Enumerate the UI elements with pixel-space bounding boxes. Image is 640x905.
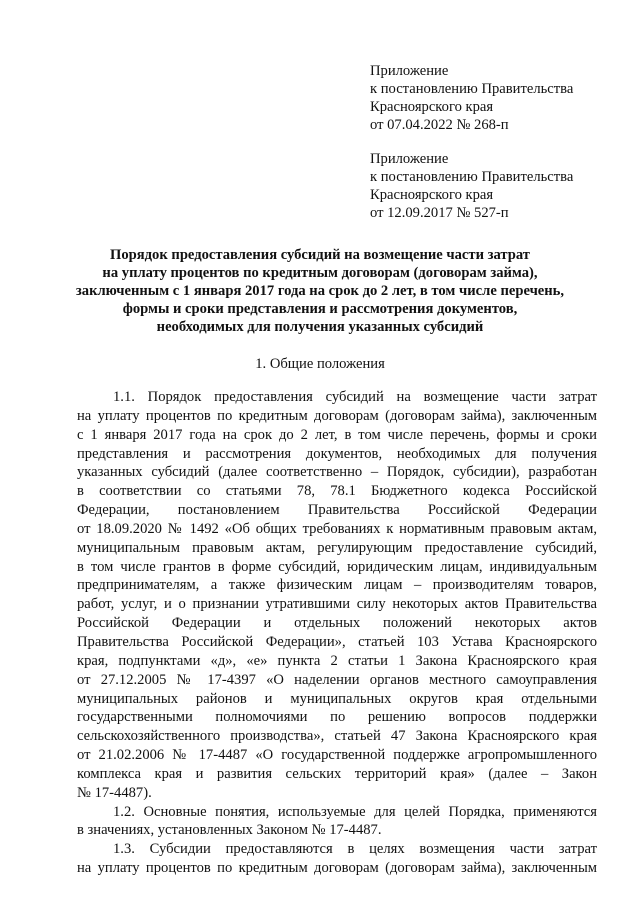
body-line: муниципальных районов и муниципальных округов края отдельными [77, 690, 597, 707]
body-line: государственными полномочиями по решению вопросов поддержки [77, 709, 597, 726]
title-line-1: Порядок предоставления субсидий на возмещение части затрат [110, 247, 530, 263]
body-line: № 17-4487). [77, 784, 152, 801]
appendix-2-line-1: Приложение [370, 151, 449, 167]
body-line: муниципальным правовым актам, регулирующим предоставление субсидий, [77, 539, 597, 556]
appendix-2-line-2: к постановлению Правительства [370, 169, 574, 185]
body-line: Федерации, постановлением Правительства Российской Федерации [77, 502, 597, 519]
body-line: в соответствии со статьями 78, 78.1 Бюджетного кодекса Российской [77, 483, 597, 500]
section-heading: 1. Общие положения [255, 356, 385, 372]
body-line: на уплату процентов по кредитным договорам (договорам займа), заключенным [77, 860, 597, 877]
appendix-2-line-4: от 12.09.2017 № 527-п [370, 205, 509, 221]
body-line: указанных субсидий (далее соответственно – Порядок, субсидии), разработан [77, 464, 597, 481]
body-line: Российской Федерации и отдельных положений некоторых актов [77, 615, 597, 632]
body-line: на уплату процентов по кредитным договорам (договорам займа), заключенным [77, 407, 597, 424]
body-line: Правительства Российской Федерации», статьей 103 Устава Красноярского [77, 633, 597, 650]
body-line: сельскохозяйственного производства», статьей 47 Закона Красноярского края [77, 728, 597, 745]
body-line: от 21.02.2006 № 17-4487 «О государственной поддержке агропромышленного [77, 747, 597, 764]
title-line-2: на уплату процентов по кредитным договорам (договорам займа), [102, 265, 538, 281]
body-line: в значениях, установленных Законом № 17-4487. [77, 822, 382, 839]
body-line: 1.3. Субсидии предоставляются в целях возмещения части затрат [113, 841, 597, 858]
title-line-5: необходимых для получения указанных субсидий [156, 319, 484, 335]
document-title [40, 246, 600, 336]
body-line: 1.2. Основные понятия, используемые для целей Порядка, применяются [113, 803, 597, 820]
appendix-1-line-4: от 07.04.2022 № 268-п [370, 117, 509, 133]
body-line: 1.1. Порядок предоставления субсидий на возмещение части затрат [113, 389, 597, 405]
body-line: от 18.09.2020 № 1492 «Об общих требованиях к нормативным правовым актам, [77, 520, 597, 537]
title-line-3: заключенным с 1 января 2017 года на срок до 2 лет, в том числе перечень, [75, 283, 565, 299]
body-text [77, 388, 597, 878]
appendix-2-line-3: Красноярского края [370, 187, 494, 203]
appendix-1-line-1: Приложение [370, 63, 449, 79]
body-line: комплекса края и развития сельских территорий края» (далее – Закон [77, 765, 597, 782]
body-line: края, подпунктами «д», «е» пункта 2 статьи 1 Закона Красноярского края [77, 652, 597, 669]
appendix-block-original [370, 150, 573, 222]
body-line: с 1 января 2017 года на срок до 2 лет, в том числе перечень, формы и сроки [77, 426, 597, 443]
appendix-block-current [370, 62, 573, 134]
body-line: представления и рассмотрения документов, необходимых для получения [77, 445, 597, 462]
body-line: от 27.12.2005 № 17-4397 «О наделении органов местного самоуправления [77, 671, 597, 688]
appendix-1-line-3: Красноярского края [370, 99, 494, 115]
appendix-1-line-2: к постановлению Правительства [370, 81, 574, 97]
body-line: в том числе грантов в форме субсидий, юридическим лицам, индивидуальным [77, 558, 597, 575]
body-line: работ, услуг, и о признании утратившими силу некоторых актов Правительства [77, 596, 597, 613]
title-line-4: формы и сроки представления и рассмотрения документов, [122, 301, 518, 317]
body-line: предпринимателям, а также физическим лицам – производителям товаров, [77, 577, 597, 594]
